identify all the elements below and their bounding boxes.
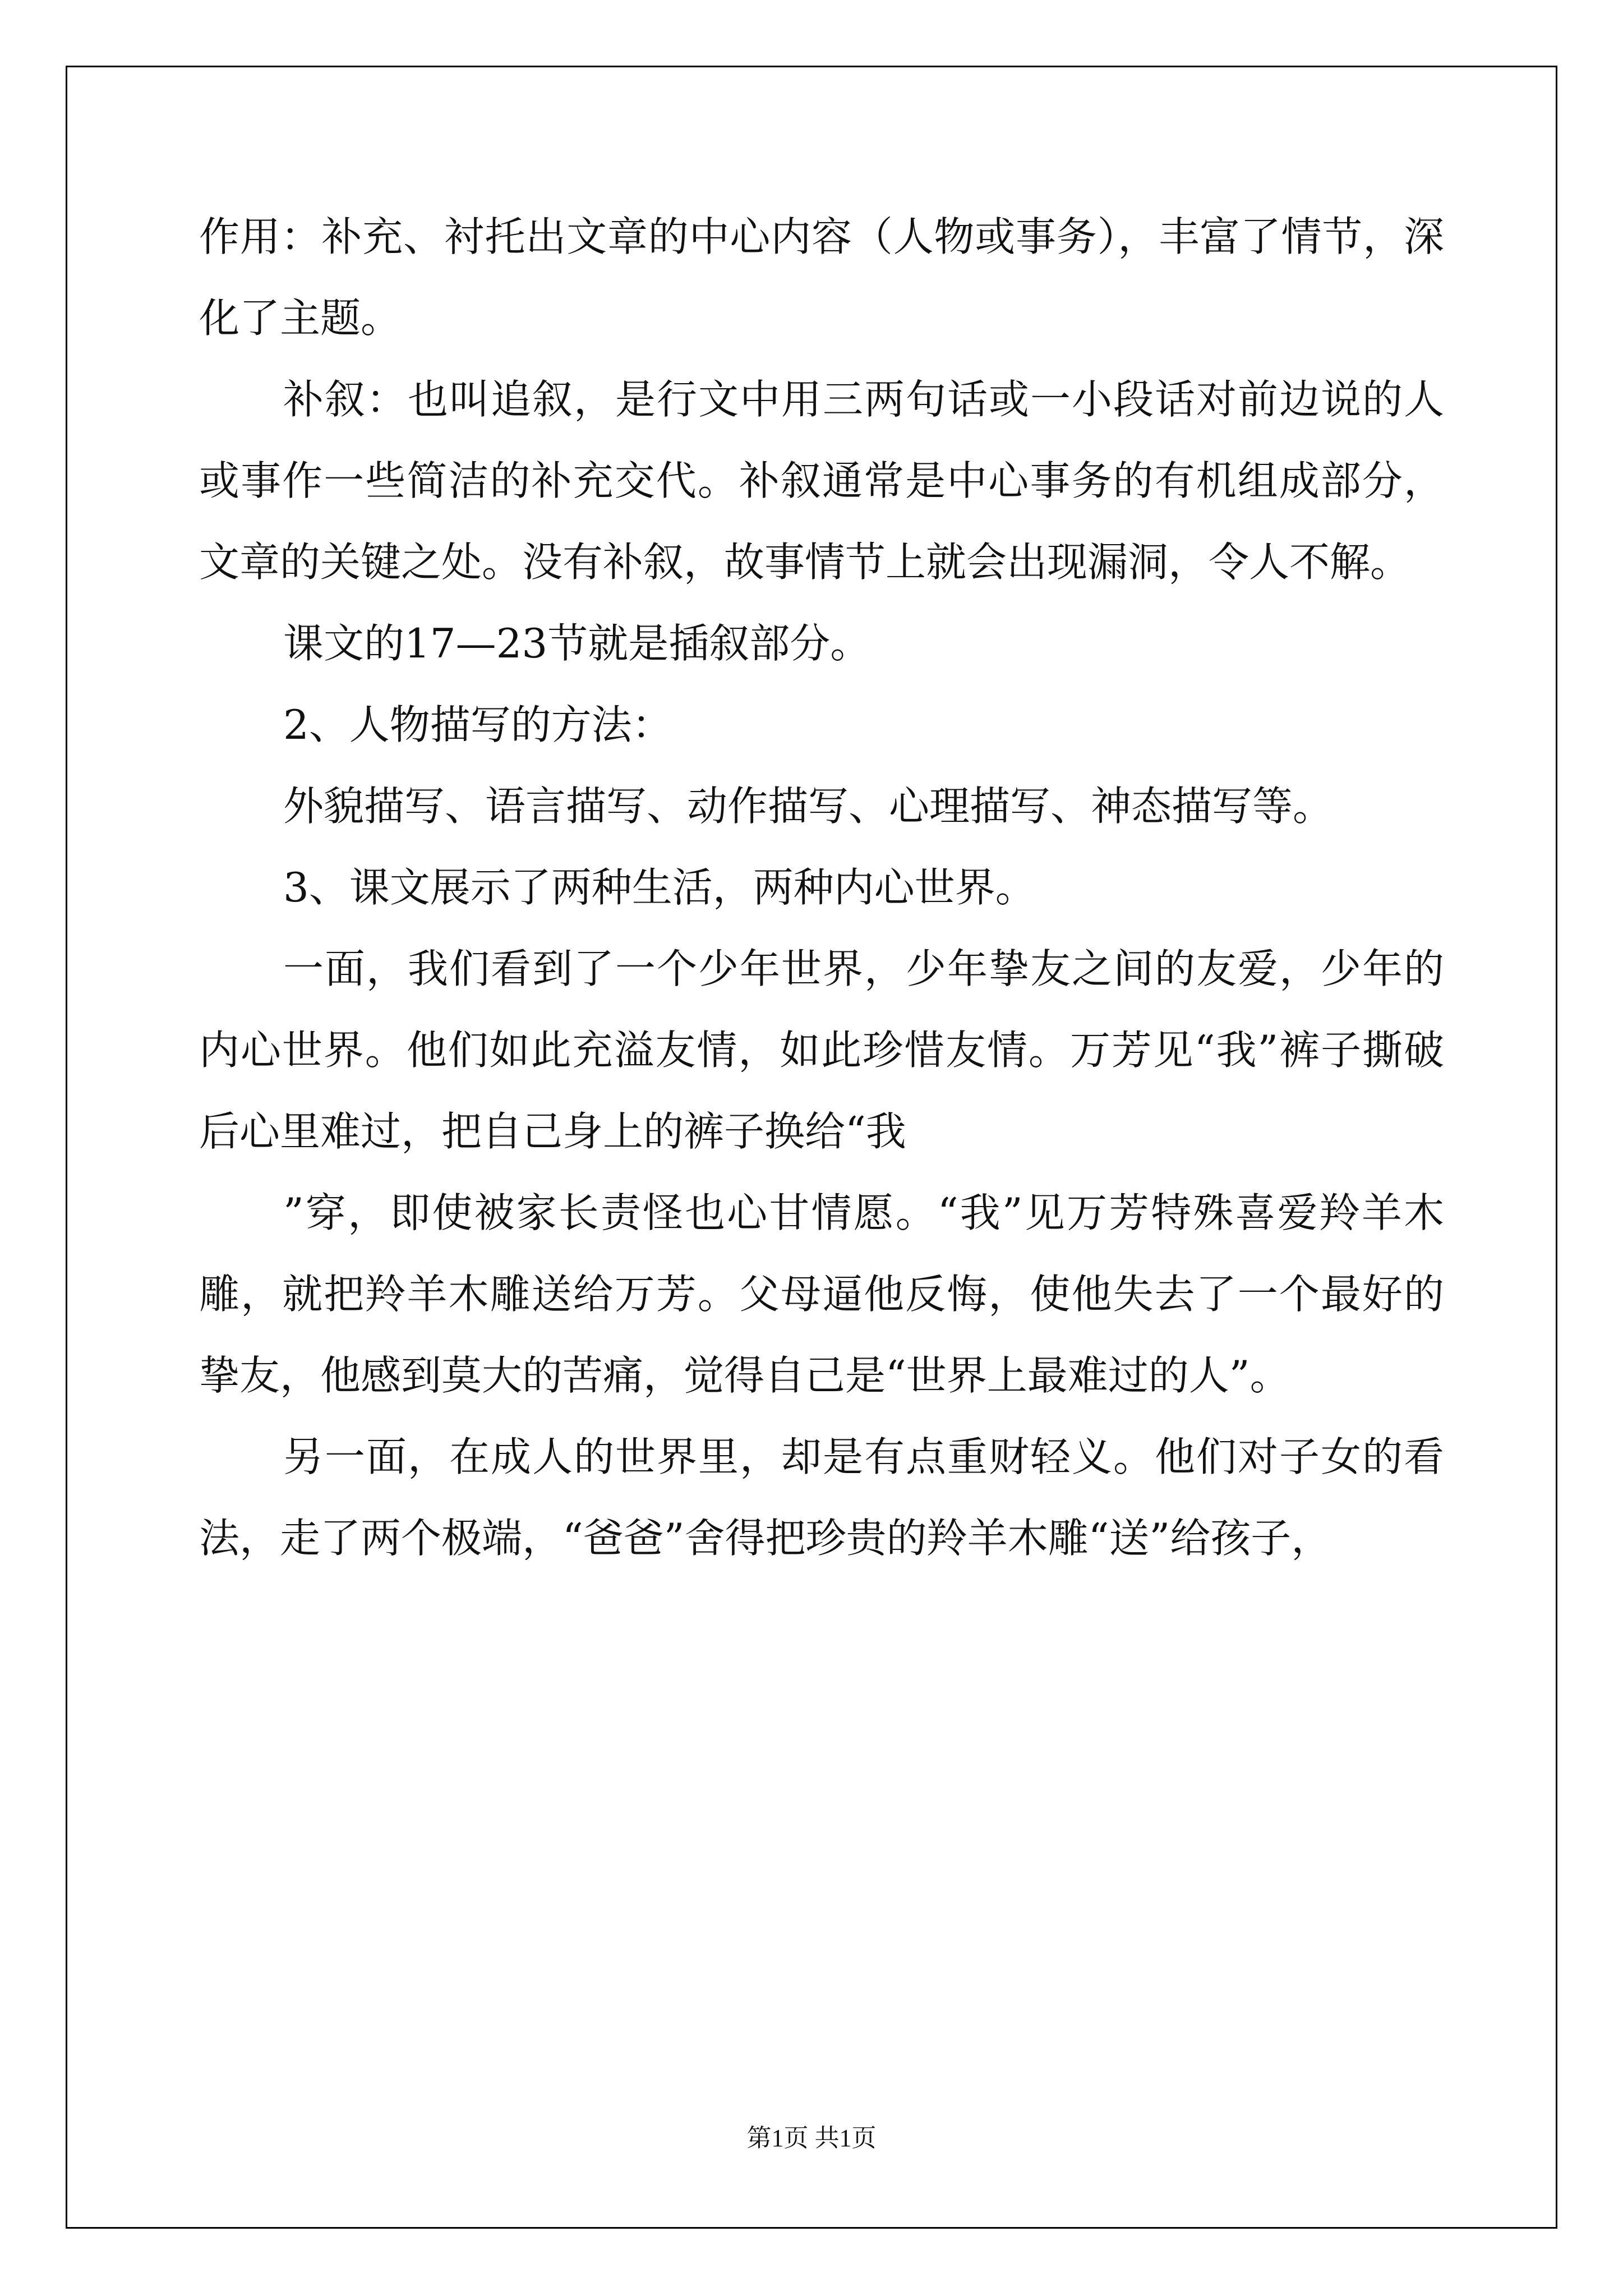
paragraph: 2、人物描写的方法： <box>283 701 672 748</box>
paragraph: 3、课文展示了两种生活，两种内心世界。 <box>283 864 1036 911</box>
paragraph: 补叙：也叫追叙，是行文中用三两句话或一小段话对前边说的人或事作一些简洁的补充交代。补叙通常是中心事务的有机组成部分，文章的关键之处。没有补叙，故事情节上就会出现漏洞，令人不解。 <box>199 376 1444 586</box>
document-body <box>199 196 1444 1579</box>
paragraph: 另一面，在成人的世界里，却是有点重财轻义。他们对子女的看法，走了两个极端，“爸爸”舍得把珍贵的羚羊木雕“送”给孩子， <box>199 1433 1444 1562</box>
page-number-footer: 第1页 共1页 <box>746 2124 877 2152</box>
paragraph: 一面，我们看到了一个少年世界，少年挚友之间的友爱，少年的内心世界。他们如此充溢友情，如此珍惜友情。万芳见“我”裤子撕破后心里难过，把自己身上的裤子换给“我 <box>199 945 1444 1155</box>
paragraph: ”穿，即使被家长责怪也心甘情愿。“我”见万芳特殊喜爱羚羊木雕，就把羚羊木雕送给万芳。父母逼他反悔，使他失去了一个最好的挚友，他感到莫大的苦痛，觉得自己是“世界上最难过的人”。 <box>199 1189 1444 1399</box>
paragraph: 外貌描写、语言描写、动作描写、心理描写、神态描写等。 <box>283 783 1334 830</box>
paragraph: 作用：补充、衬托出文章的中心内容（人物或事务），丰富了情节，深化了主题。 <box>199 213 1444 342</box>
paragraph: 课文的17—23节就是插叙部分。 <box>283 620 871 667</box>
